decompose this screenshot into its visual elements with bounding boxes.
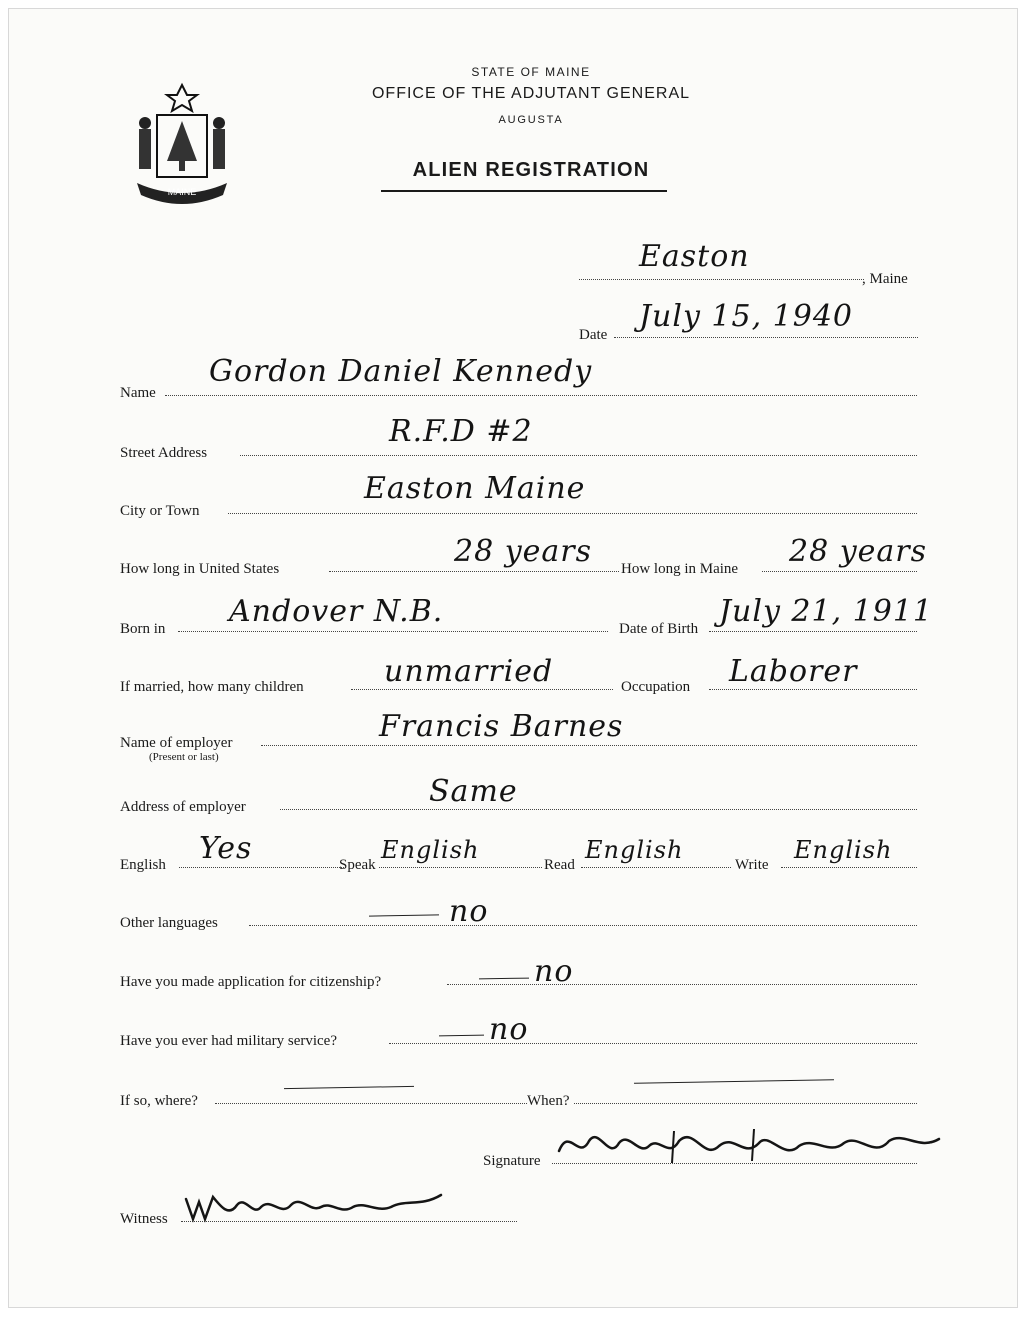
name-value: Gordon Daniel Kennedy: [209, 354, 593, 389]
other-languages-dash: [369, 914, 439, 916]
street-line: [240, 455, 917, 456]
city-label: City or Town: [120, 503, 200, 519]
city-value: Easton Maine: [364, 471, 586, 506]
how-long-maine-value: 28 years: [789, 534, 928, 569]
write-label: Write: [735, 857, 769, 873]
how-long-us-line: [329, 571, 619, 572]
date-label: Date: [579, 327, 608, 343]
english-label: English: [120, 857, 166, 873]
born-in-line: [178, 631, 608, 632]
english-line: [179, 867, 344, 868]
speak-line: [379, 867, 542, 868]
witness-label: Witness: [120, 1211, 168, 1227]
citizenship-label: Have you made application for citizenship?: [120, 974, 382, 990]
other-languages-label: Other languages: [120, 915, 218, 931]
english-value: Yes: [199, 831, 253, 866]
read-label: Read: [544, 857, 575, 873]
svg-text:MAINE: MAINE: [167, 187, 197, 197]
town-line: [579, 279, 864, 280]
header-state: STATE OF MAINE: [471, 65, 591, 79]
write-line: [781, 867, 917, 868]
military-label: Have you ever had military service?: [120, 1033, 337, 1049]
how-long-maine-line: [762, 571, 917, 572]
applicant-signature: [554, 1121, 954, 1171]
town-value: Easton: [639, 239, 750, 274]
employer-label: Name of employer: [120, 735, 233, 751]
employer-address-label: Address of employer: [120, 799, 246, 815]
how-long-maine-label: How long in Maine: [621, 561, 739, 577]
date-value: July 15, 1940: [639, 299, 854, 334]
children-label: If married, how many children: [120, 679, 304, 695]
when-dash: [634, 1079, 834, 1083]
dob-label: Date of Birth: [619, 621, 699, 637]
name-label: Name: [120, 385, 156, 401]
children-line: [351, 689, 613, 690]
city-line: [228, 513, 917, 514]
citizenship-value: no: [534, 954, 574, 989]
read-value: English: [585, 836, 684, 864]
dob-line: [709, 631, 917, 632]
where-line: [215, 1103, 527, 1104]
employer-sub-label: (Present or last): [149, 751, 219, 763]
occupation-label: Occupation: [621, 679, 691, 695]
when-label: When?: [527, 1093, 570, 1109]
military-line: [389, 1043, 917, 1044]
read-line: [581, 867, 731, 868]
header-office: OFFICE OF THE ADJUTANT GENERAL: [371, 85, 691, 102]
where-dash: [284, 1086, 414, 1089]
maine-suffix: , Maine: [862, 271, 908, 287]
how-long-us-label: How long in United States: [120, 561, 280, 577]
citizenship-line: [447, 984, 917, 985]
other-languages-line: [249, 925, 917, 926]
military-value: no: [489, 1012, 529, 1047]
name-line: [165, 395, 917, 396]
speak-label: Speak: [339, 857, 376, 873]
write-value: English: [794, 836, 893, 864]
speak-value: English: [381, 836, 480, 864]
how-long-us-value: 28 years: [454, 534, 593, 569]
registration-form: [8, 8, 1018, 1308]
born-in-value: Andover N.B.: [229, 594, 444, 629]
dob-value: July 21, 1911: [719, 594, 934, 629]
title-underline: [381, 190, 667, 192]
other-languages-value: no: [449, 894, 489, 929]
occupation-value: Laborer: [729, 654, 858, 689]
date-line: [614, 337, 918, 338]
occupation-line: [709, 689, 917, 690]
header-city: AUGUSTA: [498, 114, 564, 126]
street-label: Street Address: [120, 445, 208, 461]
children-value: unmarried: [384, 654, 554, 689]
employer-address-value: Same: [429, 774, 518, 809]
form-title: ALIEN REGISTRATION: [412, 159, 650, 181]
citizenship-dash: [479, 978, 529, 980]
employer-line: [261, 745, 917, 746]
when-line: [574, 1103, 917, 1104]
signature-label: Signature: [483, 1153, 541, 1169]
employer-value: Francis Barnes: [379, 709, 624, 744]
born-in-label: Born in: [120, 621, 166, 637]
employer-address-line: [280, 809, 917, 810]
where-label: If so, where?: [120, 1093, 198, 1109]
witness-signature: [181, 1177, 461, 1227]
street-value: R.F.D #2: [389, 414, 533, 449]
military-dash: [439, 1035, 484, 1037]
